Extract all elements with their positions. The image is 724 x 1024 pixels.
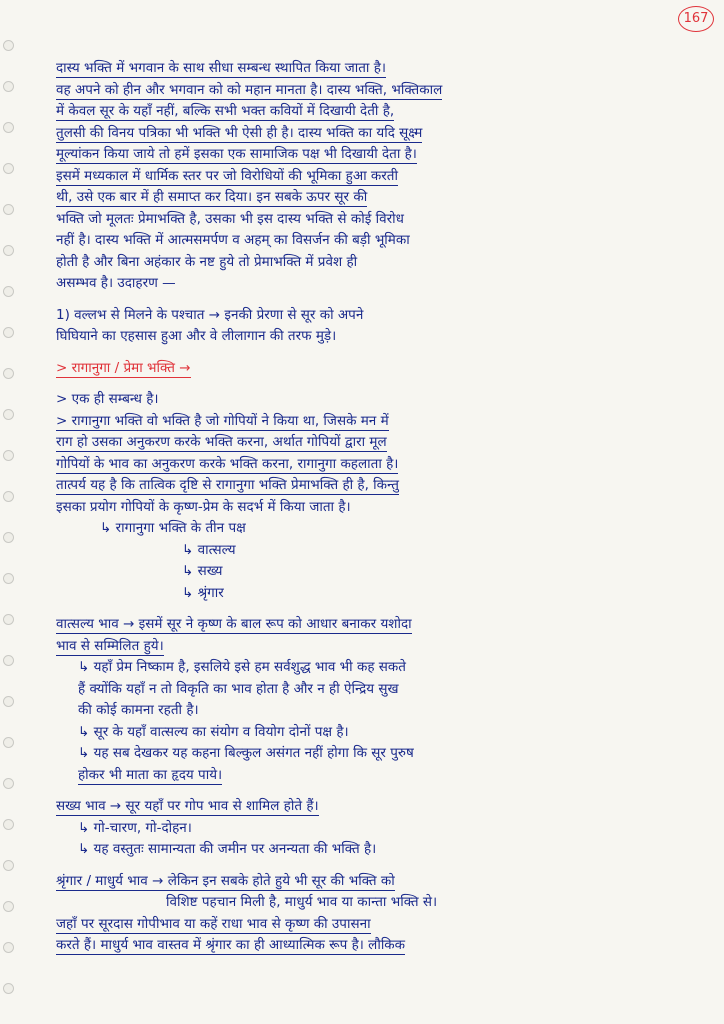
- note-text: मूल्यांकन किया जाये तो हमें इसका एक सामाजिक पक्ष भी दिखायी देता है।: [56, 146, 417, 162]
- note-line: [56, 892, 696, 914]
- note-text: इसका प्रयोग गोपियों के कृष्ण-प्रेम के सदर्भ में किया जाता है।: [56, 498, 351, 515]
- note-text: नहीं है। दास्य भक्ति में आत्मसमर्पण व अहम् का विसर्जन की बड़ी भूमिका: [56, 232, 410, 248]
- binding-hole: [3, 819, 14, 830]
- note-text: हैं क्योंकि यहाँ न तो विकृति का भाव होता है और न ही ऐन्द्रिय सुख: [78, 680, 399, 697]
- note-text: > रागानुगा भक्ति वो भक्ति है जो गोपियों ने किया था, जिसके मन में: [56, 412, 389, 429]
- note-line: [56, 657, 696, 679]
- note-line: [56, 497, 696, 519]
- note-text: गोपियों के भाव का अनुकरण करके भक्ति करना, रागानुगा कहलाता है।: [56, 455, 399, 472]
- note-line: [56, 80, 696, 102]
- note-text: इसमें मध्यकाल में धार्मिक स्तर पर जो विरोधियों की भूमिका हुआ करती: [56, 167, 398, 184]
- line-gap: [56, 379, 696, 389]
- note-text: ↳ यहाँ प्रेम निष्काम है, इसलिये इसे हम सर्वशुद्ध भाव भी कह सकते: [78, 659, 406, 675]
- note-text: जहाँ पर सूरदास गोपीभाव या कहें राधा भाव से कृष्ण की उपासना: [56, 915, 371, 932]
- binding-hole: [3, 245, 14, 256]
- note-line: [56, 209, 696, 231]
- note-line: [56, 679, 696, 701]
- note-line: [56, 743, 696, 765]
- note-line: [56, 454, 696, 476]
- note-text: वात्सल्य भाव → इसमें सूर ने कृष्ण के बाल रूप को आधार बनाकर यशोदा: [56, 616, 412, 632]
- note-line: [56, 252, 696, 274]
- note-text: ↳ यह वस्तुतः सामान्यता की जमीन पर अनन्यता की भक्ति है।: [78, 841, 377, 857]
- note-text: वह अपने को हीन और भगवान को को महान मानता है। दास्य भक्ति, भक्तिकाल: [56, 81, 443, 98]
- binding-hole: [3, 122, 14, 133]
- note-line: [56, 123, 696, 145]
- note-line: [56, 839, 696, 861]
- handwritten-notes: [56, 58, 696, 957]
- note-text: भाव से सम्मिलित हुये।: [56, 637, 164, 654]
- note-text: दास्य भक्ति में भगवान के साथ सीधा सम्बन्ध स्थापित किया जाता है।: [56, 60, 386, 76]
- note-text: > एक ही सम्बन्ध है।: [56, 391, 159, 407]
- note-text: असम्भव है। उदाहरण —: [56, 275, 176, 291]
- note-text: श्रृंगार / माधुर्य भाव → लेकिन इन सबके होते हुये भी सूर की भक्ति को: [56, 872, 395, 889]
- note-text: ↳ यह सब देखकर यह कहना बिल्कुल असंगत नहीं होगा कि सूर पुरुष: [78, 745, 414, 761]
- binding-hole: [3, 204, 14, 215]
- note-text: करते हैं। माधुर्य भाव वास्तव में श्रृंगार का ही आध्यात्मिक रूप है। लौकिक: [56, 937, 406, 953]
- binding-hole: [3, 737, 14, 748]
- note-line: [56, 700, 696, 722]
- note-line: [56, 230, 696, 252]
- note-text: सख्य भाव → सूर यहाँ पर गोप भाव से शामिल होते हैं।: [56, 798, 319, 814]
- note-text: राग हो उसका अनुकरण करके भक्ति करना, अर्थात गोपियों द्वारा मूल: [56, 434, 387, 450]
- note-line: [56, 166, 696, 188]
- note-text: थी, उसे एक बार में ही समाप्त कर दिया। इन सबके ऊपर सूर की: [56, 189, 368, 205]
- binding-hole: [3, 942, 14, 953]
- note-text: ↳ सख्य: [182, 563, 223, 579]
- note-line: [56, 358, 696, 380]
- note-line: [56, 144, 696, 166]
- line-gap: [56, 348, 696, 358]
- binding-hole: [3, 491, 14, 502]
- note-text: तात्पर्य यह है कि तात्विक दृष्टि से रागानुगा भक्ति प्रेमाभक्ति ही है, किन्तु: [56, 477, 399, 493]
- note-line: [56, 636, 696, 658]
- note-line: [56, 871, 696, 893]
- note-text: विशिष्ट पहचान मिली है, माधुर्य भाव या कान्ता भक्ति से।: [166, 894, 438, 910]
- note-line: [56, 475, 696, 497]
- note-text: ↳ श्रृंगार: [182, 584, 224, 601]
- note-text: ↳ सूर के यहाँ वात्सल्य का संयोग व वियोग दोनों पक्ष है।: [78, 723, 349, 740]
- binding-hole: [3, 614, 14, 625]
- note-line: [56, 518, 696, 540]
- binding-hole: [3, 163, 14, 174]
- note-line: [56, 722, 696, 744]
- binding-hole: [3, 573, 14, 584]
- note-line: [56, 326, 696, 348]
- note-line: [56, 765, 696, 787]
- note-line: [56, 561, 696, 583]
- binding-hole: [3, 860, 14, 871]
- note-text: घिघियाने का एहसास हुआ और वे लीलागान की तरफ मुड़े।: [56, 328, 337, 344]
- binding-hole: [3, 901, 14, 912]
- binding-hole: [3, 778, 14, 789]
- note-line: [56, 101, 696, 123]
- note-line: [56, 818, 696, 840]
- binding-hole: [3, 450, 14, 461]
- note-line: [56, 305, 696, 327]
- note-text: की कोई कामना रहती है।: [78, 702, 199, 718]
- note-line: [56, 583, 696, 605]
- note-text: ↳ वात्सल्य: [182, 541, 236, 558]
- note-line: [56, 389, 696, 411]
- binding-holes: [0, 0, 18, 1024]
- note-text: होकर भी माता का हृदय पाये।: [78, 766, 223, 783]
- binding-hole: [3, 286, 14, 297]
- binding-hole: [3, 327, 14, 338]
- binding-hole: [3, 409, 14, 420]
- line-gap: [56, 786, 696, 796]
- note-line: [56, 935, 696, 957]
- note-line: [56, 540, 696, 562]
- note-line: [56, 914, 696, 936]
- line-gap: [56, 861, 696, 871]
- note-line: [56, 796, 696, 818]
- note-text: होती है और बिना अहंकार के नष्ट हुये तो प्रेमाभक्ति में प्रवेश ही: [56, 253, 358, 270]
- binding-hole: [3, 655, 14, 666]
- binding-hole: [3, 696, 14, 707]
- note-line: [56, 411, 696, 433]
- note-text: ↳ गो-चारण, गो-दोहन।: [78, 819, 192, 836]
- binding-hole: [3, 81, 14, 92]
- note-line: [56, 273, 696, 295]
- note-text: भक्ति जो मूलतः प्रेमाभक्ति है, उसका भी इस दास्य भक्ति से कोई विरोध: [56, 210, 404, 227]
- note-line: [56, 58, 696, 80]
- note-line: [56, 187, 696, 209]
- note-text: तुलसी की विनय पत्रिका भी भक्ति भी ऐसी ही है। दास्य भक्ति का यदि सूक्ष्म: [56, 124, 423, 141]
- note-line: [56, 432, 696, 454]
- note-text: ↳ रागानुगा भक्ति के तीन पक्ष: [100, 520, 246, 536]
- note-line: [56, 614, 696, 636]
- line-gap: [56, 604, 696, 614]
- note-text: > रागानुगा / प्रेमा भक्ति →: [56, 359, 191, 376]
- binding-hole: [3, 40, 14, 51]
- note-text: में केवल सूर के यहाँ नहीं, बल्कि सभी भक्त कवियों में दिखायी देती है,: [56, 103, 395, 119]
- binding-hole: [3, 532, 14, 543]
- page-number: 167: [678, 6, 714, 32]
- line-gap: [56, 295, 696, 305]
- binding-hole: [3, 983, 14, 994]
- binding-hole: [3, 368, 14, 379]
- note-text: 1) वल्लभ से मिलने के पश्चात → इनकी प्रेरणा से सूर को अपने: [56, 306, 364, 323]
